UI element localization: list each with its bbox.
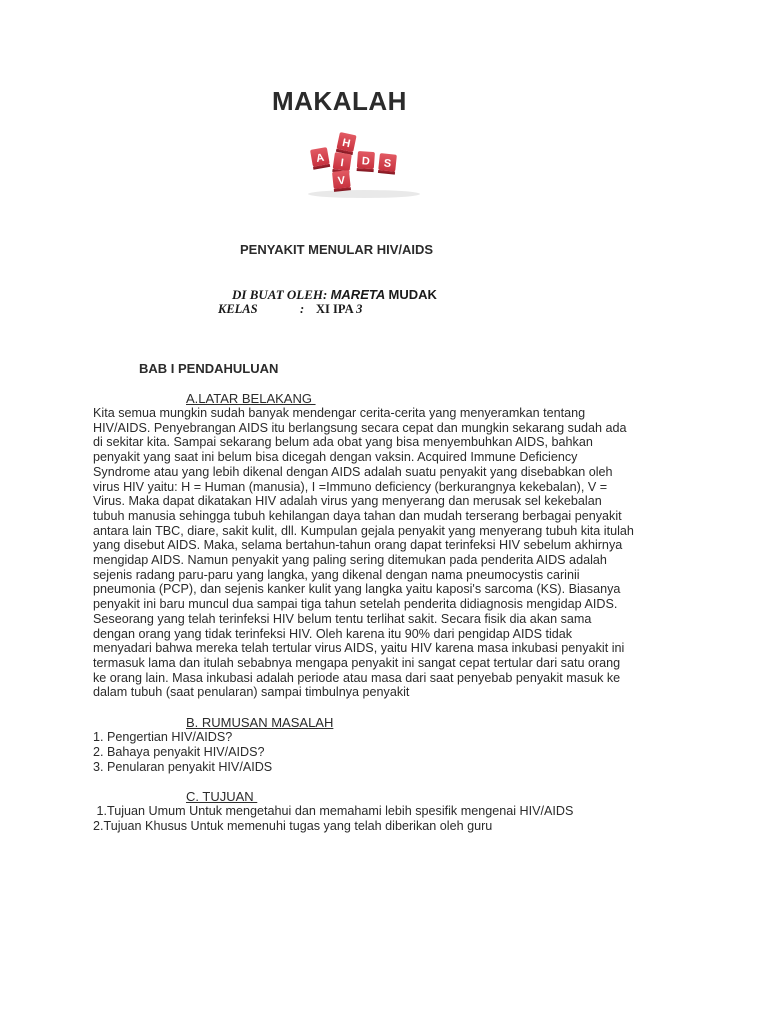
list-item: 3. Penularan penyakit HIV/AIDS [93,759,273,774]
paragraph-line: di sekitar kita. Sampai sekarang belum ada obat yang bisa menyembuhkan AIDS, bahkan [93,435,593,450]
paragraph-line: sejenis radang paru-paru yang langka, yang dikenal dengan nama pneumocystis carinii [93,567,580,582]
section-b-list [93,730,272,774]
paragraph-line: HIV/AIDS. Penyebrangan AIDS itu berlangsung secara cepat dan mungkin sekarang sudah ada [93,420,627,435]
paragraph-line: antara lain TBC, diare, sakit kulit, dll. Kumpulan gejala penyakit yang menyerang tubuh kita itulah [93,523,634,538]
section-c-list [93,804,573,834]
class-label: KELAS [218,302,258,316]
paragraph-line: virus HIV yaitu: H = Human (manusia), I =Immuno deficiency (berkurangnya kekebalan), V = [93,479,608,494]
logo-letter: D [361,155,371,168]
section-b-heading: B. RUMUSAN MASALAH [186,715,334,730]
author-surname: MUDAK [388,287,437,302]
logo-letter: V [337,174,346,188]
document-title: MAKALAH [272,86,407,116]
list-item: 2.Tujuan Khusus Untuk memenuhi tugas yang telah diberikan oleh guru [93,818,493,833]
paragraph-line: Seseorang yang telah terinfeksi HIV belum tentu terlihat sakit. Secara fisik dia akan sama [93,611,592,626]
paragraph-line: tubuh manusia sehingga tubuh kehilangan daya tahan dan mudah terserang berbagai penyakit [93,508,622,523]
paragraph-line: dalam tubuh (saat penularan) sampai timbulnya penyakit [93,685,410,700]
author-prefix: DI BUAT OLEH: [232,287,328,302]
paragraph-line: yang disebut AIDS. Maka, selama bertahun-tahun orang dapat terinfeksi HIV sebelum akhirnya [93,538,623,553]
list-item: 1.Tujuan Umum Untuk mengetahui dan memahami lebih spesifik mengenai HIV/AIDS [93,804,574,818]
logo-letter: S [383,157,392,171]
logo-letter: I [339,156,345,170]
class-number: 3 [356,302,363,316]
section-a-paragraph [93,406,683,700]
author-name: MARETA [330,287,386,302]
class-value-group [316,302,362,317]
paragraph-line: dengan orang yang tidak terinfeksi HIV. Oleh karena itu 90% dari pengidap AIDS tidak [93,626,573,641]
paragraph-line: penyakit yang saat ini belum bisa dicegah dengan vaksin. Acquired Immune Deficiency [93,450,578,465]
paragraph-line: mengidap AIDS. Namun penyakit yang paling sering ditemukan pada penderita AIDS adalah [93,553,607,568]
class-colon: : [300,302,305,316]
author-line [232,287,437,303]
chapter-heading: BAB I PENDAHULUAN [139,361,279,376]
list-item: 2. Bahaya penyakit HIV/AIDS? [93,744,265,759]
paragraph-line: ke orang lain. Masa inkubasi adalah periode atau masa dari saat penyebab penyakit masuk ke [93,670,621,685]
logo-letter: A [315,151,326,165]
paragraph-line: Virus. Maka dapat dikatakan HIV adalah virus yang menyerang dan merusak sel kekebalan [93,494,602,509]
class-line [218,302,363,317]
paragraph-line: penyakit ini baru muncul dua sampai tiga tahun setelah penderita didiagnosis mengidap AIDS. [93,597,618,612]
logo-letter: H [341,136,352,151]
paragraph-line: termasuk lama dan itulah sebabnya mengapa penyakit ini sangat cepat tertular dari satu orang [93,655,621,670]
section-a-heading: A.LATAR BELAKANG [186,391,316,406]
paragraph-line: Syndrome atau yang lebih dikenal dengan AIDS adalah suatu penyakit yang disebabkan oleh [93,464,613,479]
list-item: 1. Pengertian HIV/AIDS? [93,730,233,744]
paragraph-line: pneumonia (PCP), dan sejenis kanker kulit yang langka yaitu kaposi's sarcoma (KS). Biasanya [93,582,621,597]
paragraph-line: Kita semua mungkin sudah banyak mendengar cerita-cerita yang menyeramkan tentang [93,406,586,420]
document-subtitle: PENYAKIT MENULAR HIV/AIDS [240,242,434,257]
paragraph-line: menyadari bahwa mereka telah tertular virus AIDS, yaitu HIV karena masa inkubasi penyakit ini [93,641,625,656]
section-c-heading: C. TUJUAN [186,789,258,804]
class-value: XI IPA [316,302,353,316]
hiv-aids-cubes-icon [302,128,426,200]
